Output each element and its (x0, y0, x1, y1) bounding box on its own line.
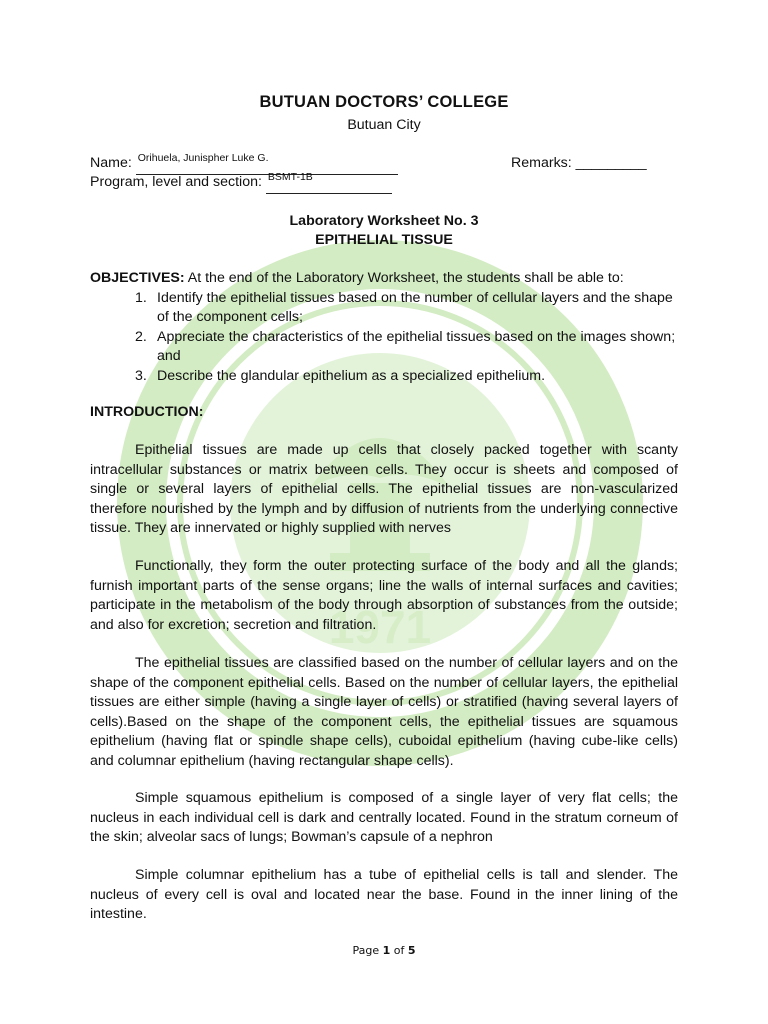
intro-paragraph-5: Simple columnar epithelium has a tube of epithelial cells is tall and slender. The nucleus of every cell is oval and located near the base. Found in the inner lining of the intestine. (90, 867, 678, 922)
intro-paragraph-3: The epithelial tissues are classified based on the number of cellular layers and on the shape of the component epithelial cells. Based on the number of cellular layers, the epithelial tissues are either simple (having a single layer of cells) or stratified (having several layers of cells).Based on the shape of the component cells, the epithelial tissues are squamous epithelium (having flat or spindle shape cells), cuboidal epithelium (having cube-like cells) and columnar epithelium (having rectangular shape cells). (90, 655, 678, 769)
svg-text:1971: 1971 (328, 601, 432, 653)
objective-number: 3. (135, 367, 147, 384)
intro-paragraph-2: Functionally, they form the outer protecting surface of the body and all the glands; furnish important parts of the sense organs; line the walls of internal surfaces and cavities; participate in the metabolism of the body through absorption of substances from the outside; and also for excretion; secretion and filtration. (90, 558, 678, 633)
intro-paragraph-4: Simple squamous epithelium is composed of a single layer of very flat cells; the nucleus in each individual cell is dark and centrally located. Found in the stratum corneum of the skin; alveolar sacs of lungs; Bowman’s capsule of a nephron (90, 790, 678, 845)
intro-paragraph-1: Epithelial tissues are made up cells that closely packed together with scanty intracellular substances or matrix between cells. They occur is sheets and composed of single or several layers of epithelial cells. The epithelial tissues are non-vascularized therefore nourished by the lymph and by diffusion of nutrients from the underlying connective tissue. They are innervated or highly supplied with nerves (90, 442, 678, 536)
worksheet-title: Laboratory Worksheet No. 3 (289, 213, 479, 229)
objective-text: Describe the glandular epithelium as a specialized epithelium. (157, 367, 546, 384)
list-item (90, 367, 678, 387)
name-field (136, 154, 398, 175)
page-footer (0, 944, 768, 957)
objectives-lead-text: At the end of the Laboratory Worksheet, the students shall be able to: (184, 270, 624, 286)
objective-number: 2. (135, 328, 147, 345)
objectives-list (90, 289, 678, 387)
name-label: Name: (90, 155, 132, 171)
program-value: BSMT-1B (267, 171, 313, 183)
objectives-label: OBJECTIVES: (90, 270, 185, 286)
name-row (90, 154, 398, 175)
program-field (266, 173, 392, 194)
remarks-label: Remarks: (511, 155, 572, 171)
worksheet-subtitle: EPITHELIAL TISSUE (315, 232, 453, 248)
objectives-lead (90, 269, 678, 289)
list-item (90, 328, 678, 367)
page-word: Page (352, 944, 380, 957)
page-total: 5 (407, 944, 416, 957)
objective-text: Appreciate the characteristics of the epithelial tissues based on the images shown; and (157, 328, 676, 364)
objective-text: Identify the epithelial tissues based on the number of cellular layers and the shape of the component cells; (157, 289, 673, 325)
remarks-row (511, 154, 647, 174)
list-item (90, 289, 678, 328)
name-value: Orihuela, Junispher Luke G. (137, 152, 269, 164)
page-number: 1 (382, 944, 391, 957)
of-word: of (393, 944, 405, 957)
objective-number: 1. (135, 289, 147, 306)
objectives-section (90, 269, 678, 386)
program-row (90, 173, 392, 194)
introduction-heading: INTRODUCTION: (90, 404, 204, 420)
college-city: Butuan City (347, 117, 421, 133)
college-name: BUTUAN DOCTORS’ COLLEGE (259, 93, 509, 111)
program-label: Program, level and section: (90, 174, 262, 190)
remarks-blank: _________ (575, 155, 647, 171)
